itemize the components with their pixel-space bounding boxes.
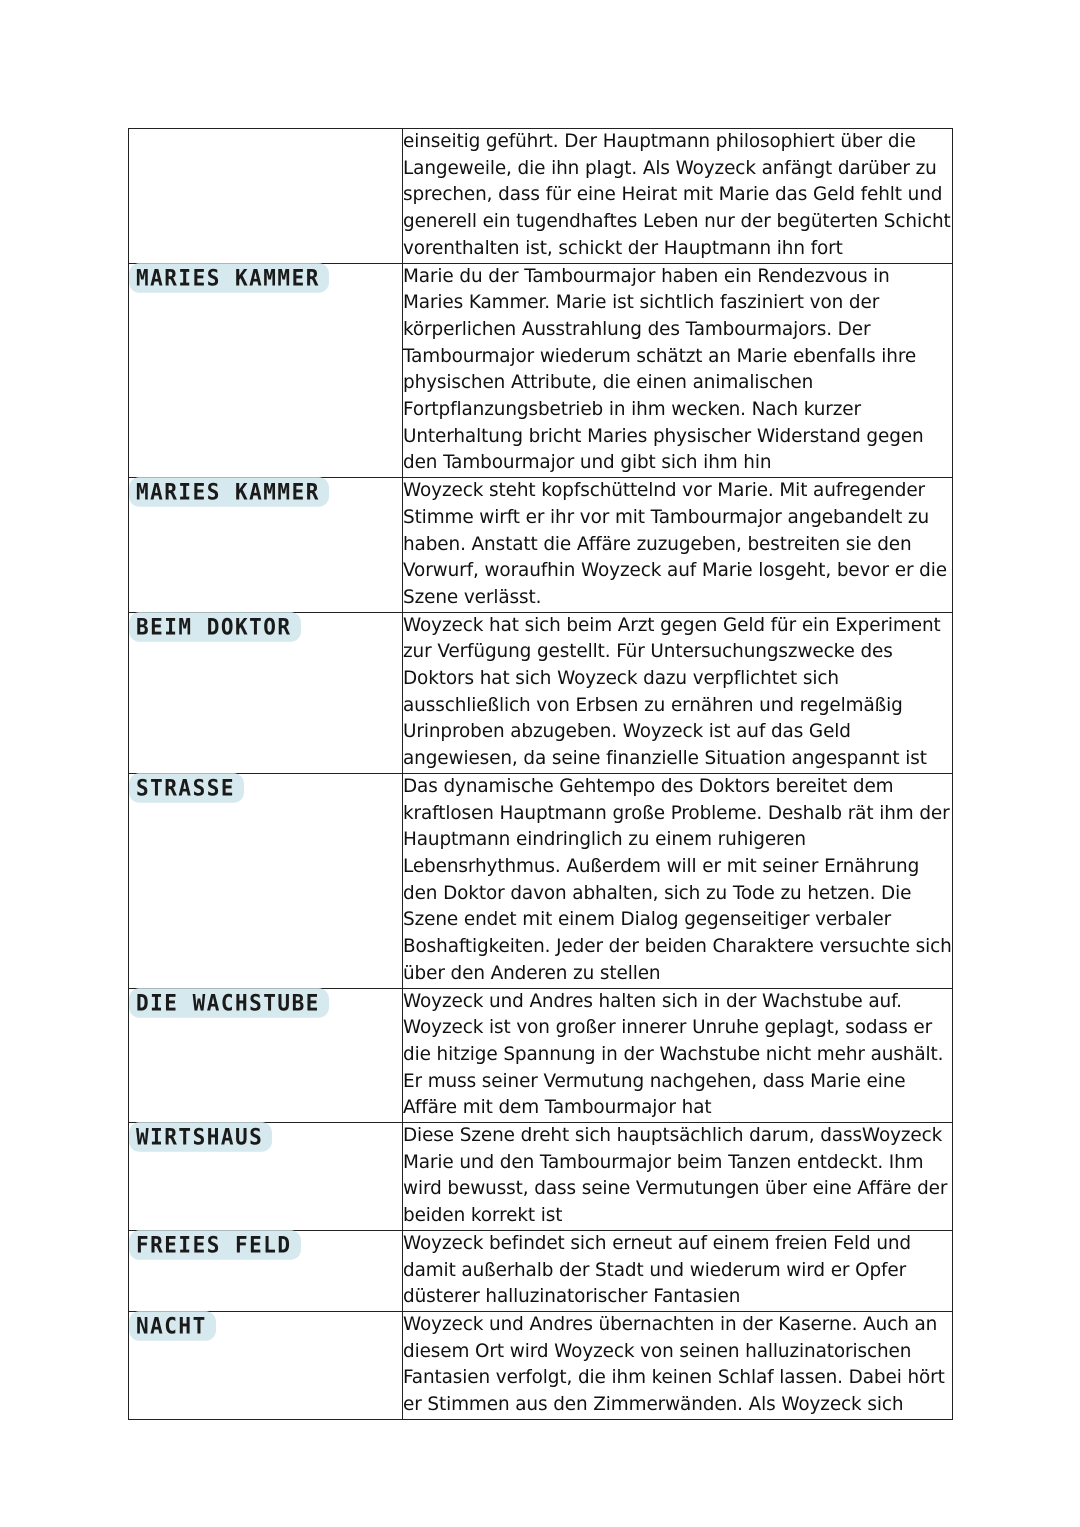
scene-description: Woyzeck und Andres halten sich in der Wachstube auf. Woyzeck ist von großer innerer Unruhe geplagt, sodass er die hitzige Spannung in der Wachstube nicht mehr aushält. Er muss seiner Vermutung nachgehen, dass Marie eine Affäre mit dem Tambourmajor hat xyxy=(403,990,944,1119)
scene-description: Woyzeck hat sich beim Arzt gegen Geld für ein Experiment zur Verfügung gestellt. Für Untersuchungszwecke des Doktors hat sich Woyzeck dazu verpflichtet sich ausschließlich von Erbsen zu ernähren und regelmäßig Urinproben abzugeben. Woyzeck ist auf das Geld angewiesen, da seine finanzielle Situation angespannt ist xyxy=(403,614,941,770)
table-row xyxy=(129,612,953,773)
scene-title: WIRTSHAUS xyxy=(129,1122,272,1151)
scene-description: Marie du der Tambourmajor haben ein Rendezvous in Maries Kammer. Marie ist sichtlich fasziniert von der körperlichen Ausstrahlung des Tambourmajors. Der Tambourmajor wiederum schätzt an Marie ebenfalls ihre physischen Attribute, die einen animalischen Fortpflanzungsbetrieb in ihm wecken. Nach kurzer Unterhaltung bricht Maries physischer Widerstand gegen den Tambourmajor und gibt sich ihm hin xyxy=(403,265,924,474)
table-row xyxy=(129,1230,953,1311)
scene-title: BEIM DOKTOR xyxy=(129,612,301,641)
table-row xyxy=(129,773,953,988)
scene-title-cell xyxy=(129,773,403,988)
scene-description-cell xyxy=(403,1311,953,1419)
scene-description-cell xyxy=(403,773,953,988)
scene-title-cell xyxy=(129,478,403,613)
scene-description-cell xyxy=(403,129,953,264)
scene-table xyxy=(128,128,953,1420)
scene-description: einseitig geführt. Der Hauptmann philosophiert über die Langeweile, die ihn plagt. Als Woyzeck anfängt darüber zu sprechen, dass für eine Heirat mit Marie das Geld fehlt und generell ein tugendhaftes Leben nur der begüterten Schicht vorenthalten ist, schickt der Hauptmann ihn fort xyxy=(403,131,951,259)
scene-description: Woyzeck befindet sich erneut auf einem freien Feld und damit außerhalb der Stadt und wiederum wird er Opfer düsterer halluzinatorischer Fantasien xyxy=(403,1232,912,1308)
scene-description: Woyzeck und Andres übernachten in der Kaserne. Auch an diesem Ort wird Woyzeck von seinen halluzinatorischen Fantasien verfolgt, die ihm keinen Schlaf lassen. Dabei hört er Stimmen aus den Zimmerwänden. Als Woyzeck sich xyxy=(403,1313,945,1416)
scene-description-cell xyxy=(403,612,953,773)
scene-description: Woyzeck steht kopfschüttelnd vor Marie. Mit aufregender Stimme wirft er ihr vor mit Tambourmajor angebandelt zu haben. Anstatt die Affäre zuzugeben, bestreiten sie den Vorwurf, woraufhin Woyzeck auf Marie losgeht, bevor er die Szene verlässt. xyxy=(403,480,947,608)
table-row xyxy=(129,1123,953,1231)
scene-description-cell xyxy=(403,988,953,1123)
scene-title-cell xyxy=(129,1230,403,1311)
table-row xyxy=(129,1311,953,1419)
scene-title-cell xyxy=(129,1123,403,1231)
scene-description-cell xyxy=(403,1230,953,1311)
scene-title: MARIES KAMMER xyxy=(129,477,329,506)
scene-title: STRASSE xyxy=(129,773,244,802)
scene-title-cell xyxy=(129,129,403,264)
table-row xyxy=(129,129,953,264)
scene-title-cell xyxy=(129,988,403,1123)
scene-description: Das dynamische Gehtempo des Doktors bereitet dem kraftlosen Hauptmann große Probleme. Deshalb rät ihm der Hauptmann eindringlich zu einem ruhigeren Lebensrhythmus. Außerdem will er mit seiner Ernährung den Doktor davon abhalten, sich zu Tode zu hetzen. Die Szene endet mit einem Dialog gegenseitiger verbaler Boshaftigkeiten. Jeder der beiden Charaktere versuchte sich über den Anderen zu stellen xyxy=(403,775,952,984)
scene-description: Diese Szene dreht sich hauptsächlich darum, dassWoyzeck Marie und den Tambourmajor beim Tanzen entdeckt. Ihm wird bewusst, dass seine Vermutungen über eine Affäre der beiden korrekt ist xyxy=(403,1125,948,1227)
scene-description-cell xyxy=(403,478,953,613)
scene-title: DIE WACHSTUBE xyxy=(129,988,329,1017)
scene-title-cell xyxy=(129,1311,403,1419)
scene-description-cell xyxy=(403,1123,953,1231)
scene-title-cell xyxy=(129,263,403,478)
table-row xyxy=(129,988,953,1123)
table-row xyxy=(129,478,953,613)
scene-title: NACHT xyxy=(129,1311,216,1340)
table-row xyxy=(129,263,953,478)
scene-title: FREIES FELD xyxy=(129,1230,301,1259)
scene-title-cell xyxy=(129,612,403,773)
scene-description-cell xyxy=(403,263,953,478)
scene-title: MARIES KAMMER xyxy=(129,263,329,292)
